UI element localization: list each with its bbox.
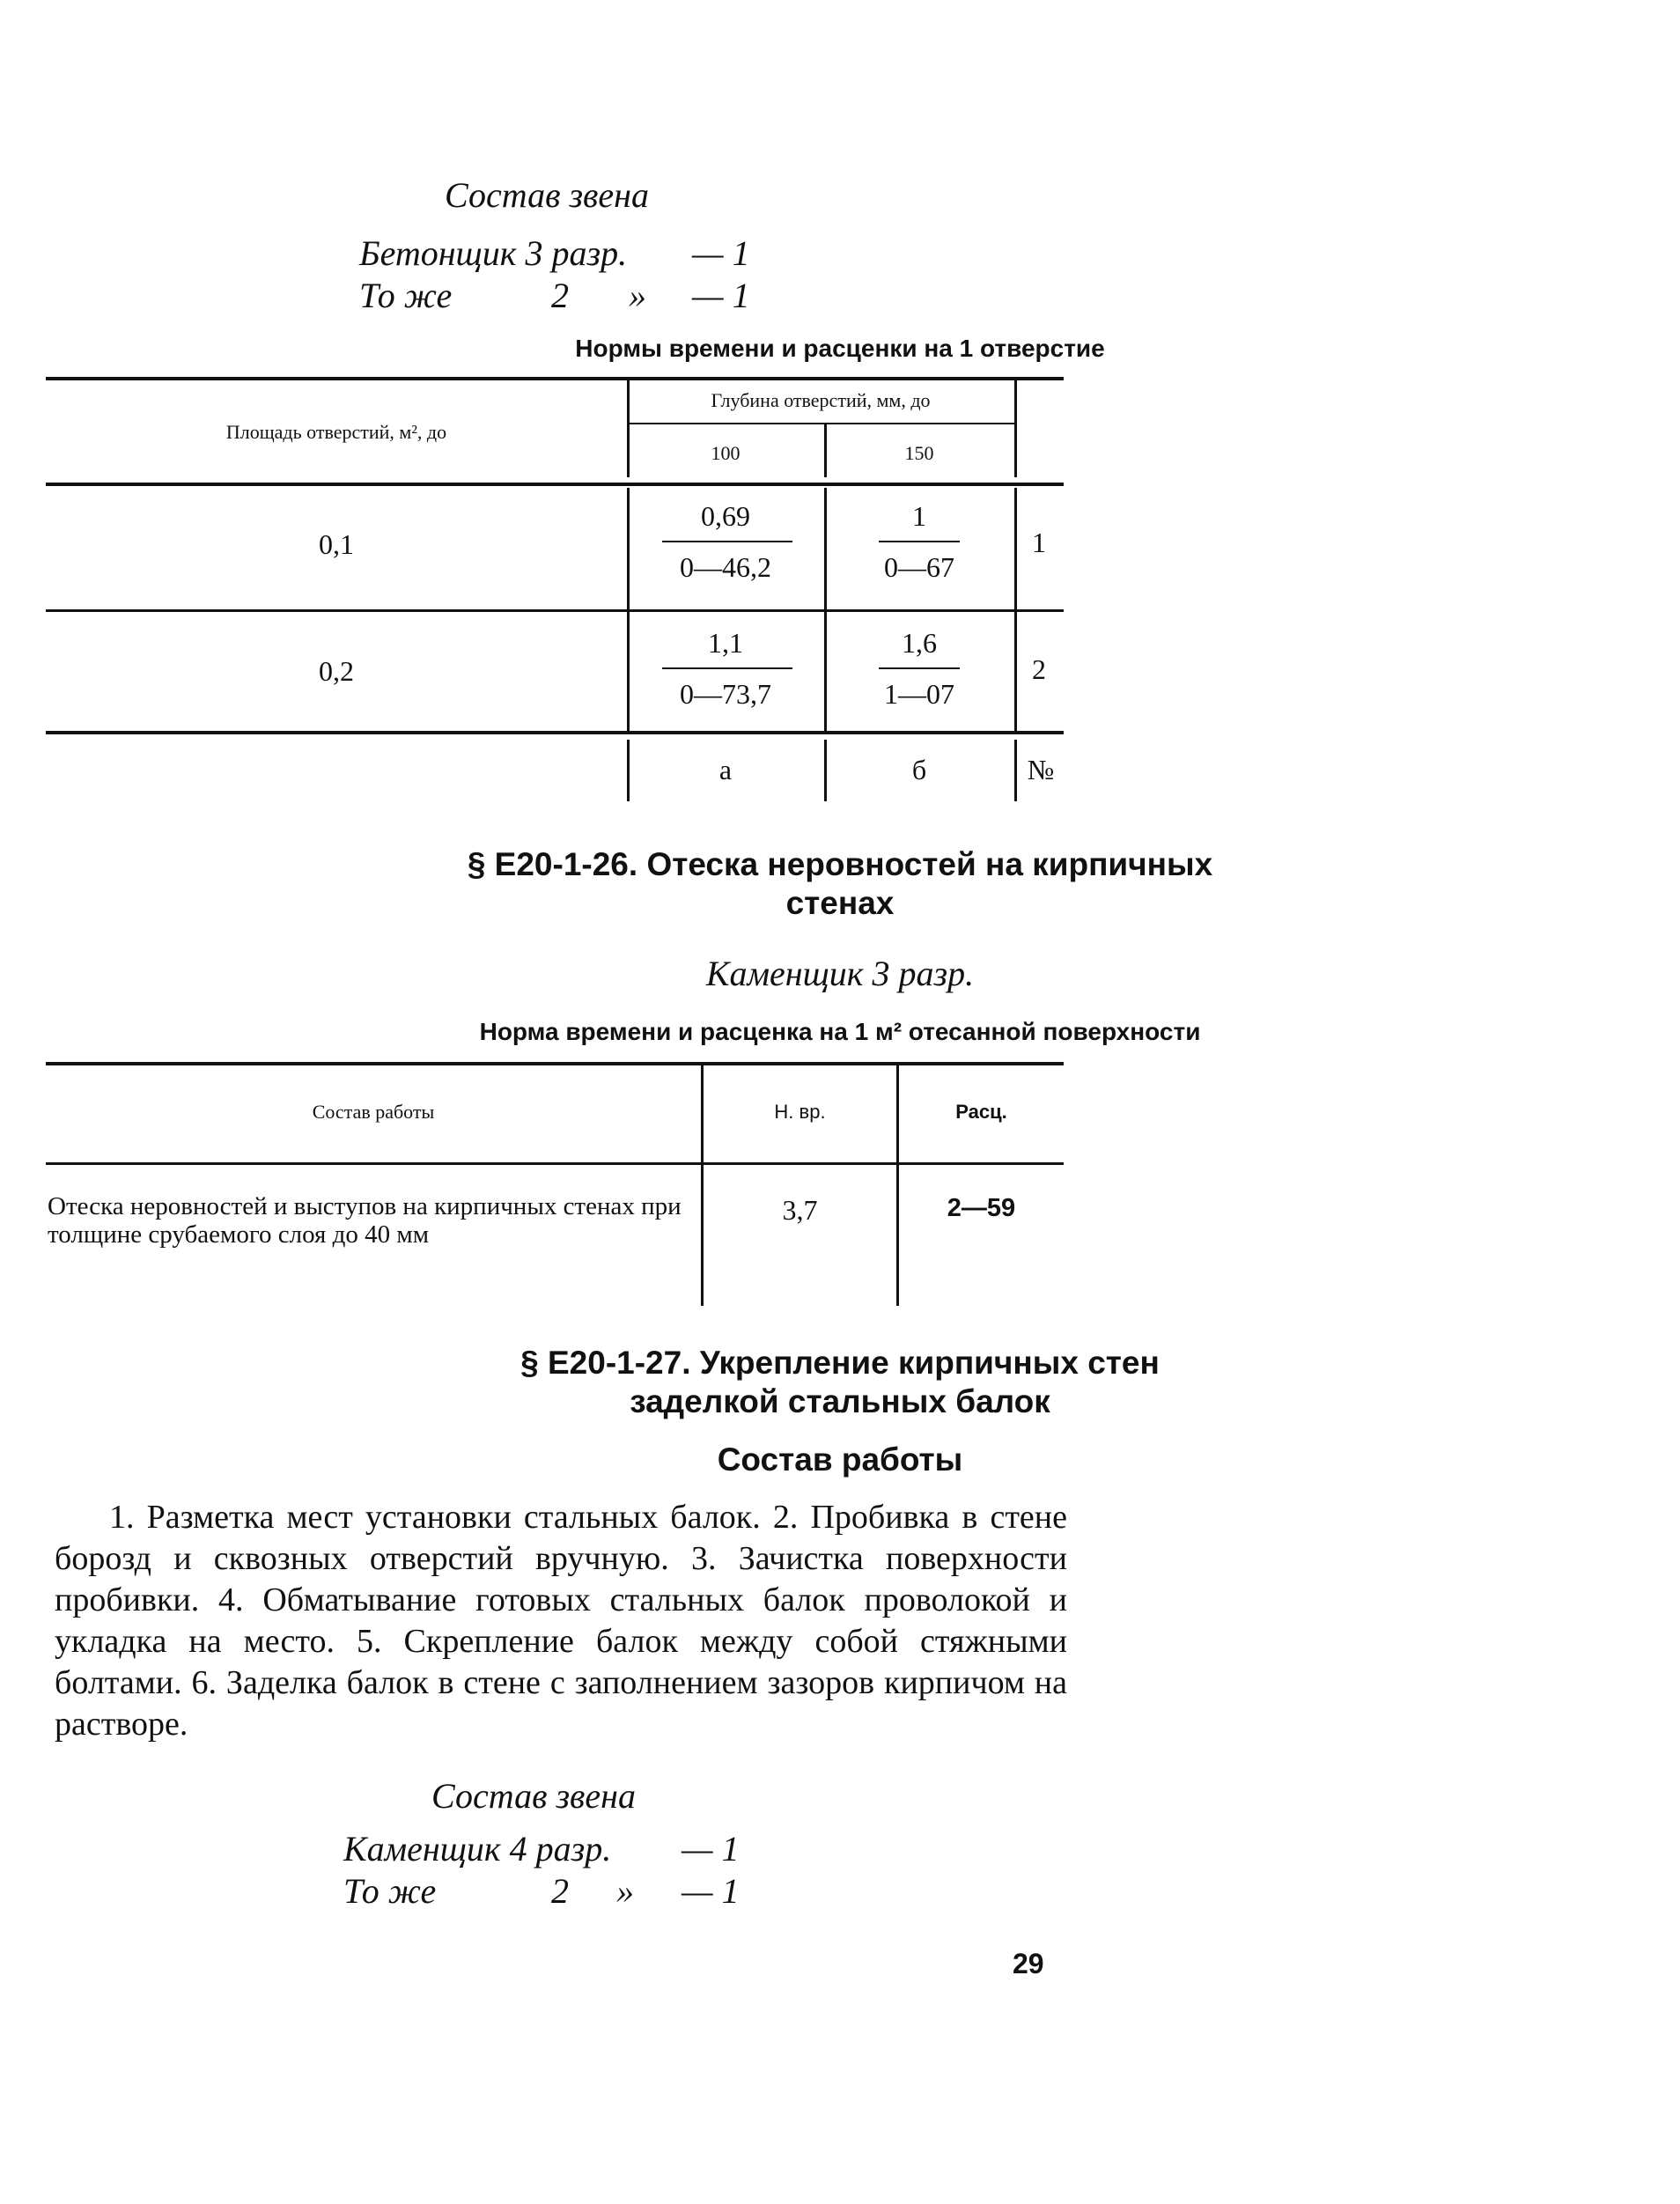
fraction-bar: [662, 541, 792, 542]
rate-value: 2—59: [947, 1194, 1016, 1222]
crew-count: — 1: [692, 276, 750, 315]
section-heading: § Е20-1-27. Укрепление кирпичных стен: [520, 1345, 1160, 1381]
table-rule: [46, 1062, 1064, 1065]
area-cell: 0,1: [319, 528, 354, 560]
crew-role: То же: [359, 276, 453, 315]
crew-list: [343, 1828, 801, 1913]
table-caption: Норма времени и расценка на 1 м² отесанной поверхности: [479, 1018, 1201, 1045]
crew-ditto-mark: »: [629, 276, 646, 315]
table-caption: Нормы времени и расценки на 1 отверстие: [575, 335, 1105, 362]
column-header: Площадь отверстий, м², до: [225, 421, 447, 443]
fraction-bar: [879, 541, 960, 542]
crew-count: — 1: [682, 1829, 740, 1869]
table-rule: [46, 609, 1064, 612]
crew-role: Каменщик 4 разр.: [343, 1829, 612, 1869]
column-header: Состав работы: [312, 1101, 435, 1123]
fraction-bar: [662, 667, 792, 669]
norm-value: 1: [912, 500, 926, 532]
fraction-bar: [879, 667, 960, 669]
table-rule: [46, 731, 1064, 734]
column-header: Н. вр.: [774, 1101, 826, 1123]
crew-ditto-mark: »: [616, 1871, 634, 1911]
table-divider: [896, 1165, 899, 1306]
section-heading: § Е20-1-26. Отеска неровностей на кирпичных: [467, 846, 1213, 882]
column-letter: б: [911, 754, 927, 785]
column-header: 100: [711, 442, 741, 464]
column-letter: №: [1027, 754, 1055, 785]
column-header: Расц.: [955, 1101, 1007, 1123]
column-letter: а: [718, 754, 733, 785]
norm-value: 1,1: [708, 627, 743, 659]
rate-value: 1—07: [884, 678, 954, 710]
rate-value: 0—67: [884, 551, 954, 583]
rate-value: 0—73,7: [680, 678, 771, 710]
row-number: 1: [1032, 527, 1046, 558]
subheading: Состав работы: [717, 1441, 963, 1478]
crew-role: Бетонщик 3 разр.: [359, 233, 628, 273]
table-rule: [46, 1162, 1064, 1165]
column-header: Глубина отверстий, мм, до: [711, 389, 931, 411]
crew-count: — 1: [682, 1871, 740, 1911]
norm-value: 0,69: [701, 500, 750, 532]
table-rule: [627, 423, 1014, 424]
rate-value: 0—46,2: [680, 551, 771, 583]
crew-count: — 1: [692, 233, 750, 273]
crew-title: Состав звена: [445, 175, 650, 215]
column-header: 150: [904, 442, 934, 464]
table-divider: [701, 1165, 704, 1306]
page-number: 29: [1013, 1948, 1044, 1979]
norm-value: 1,6: [902, 627, 937, 659]
section-heading: стенах: [785, 885, 895, 921]
crew-title: Каменщик 3 разр.: [705, 954, 975, 993]
table-divider: [1014, 488, 1017, 731]
table-rule: [46, 377, 1064, 380]
crew-title: Состав звена: [431, 1776, 637, 1816]
paragraph: 1. Разметка мест установки стальных балок. 2. Пробивка в стене борозд и сквозных отверстий вручную. 3. Зачистка поверхности пробивки. 4. Обматывание готовых стальных балок проволокой и укладка на место. 5. Скрепление балок между собой стяжными болтами. 6. Заделка балок в стене с заполнением зазоров кирпичом на растворе.: [55, 1499, 1067, 1743]
row-number: 2: [1032, 653, 1046, 685]
time-norm: 3,7: [782, 1194, 818, 1226]
section-heading: заделкой стальных балок: [630, 1383, 1050, 1419]
crew-grade: 2: [551, 1871, 569, 1911]
table-divider: [1014, 380, 1017, 477]
crew-grade: 2: [551, 276, 569, 315]
area-cell: 0,2: [319, 655, 354, 687]
table-rule: [46, 483, 1064, 486]
work-description: Отеска неровностей и выступов на кирпичных стенах при толщине срубаемого слоя до 40 мм: [48, 1192, 682, 1249]
crew-role: То же: [343, 1871, 437, 1911]
table-divider: [1014, 740, 1017, 801]
